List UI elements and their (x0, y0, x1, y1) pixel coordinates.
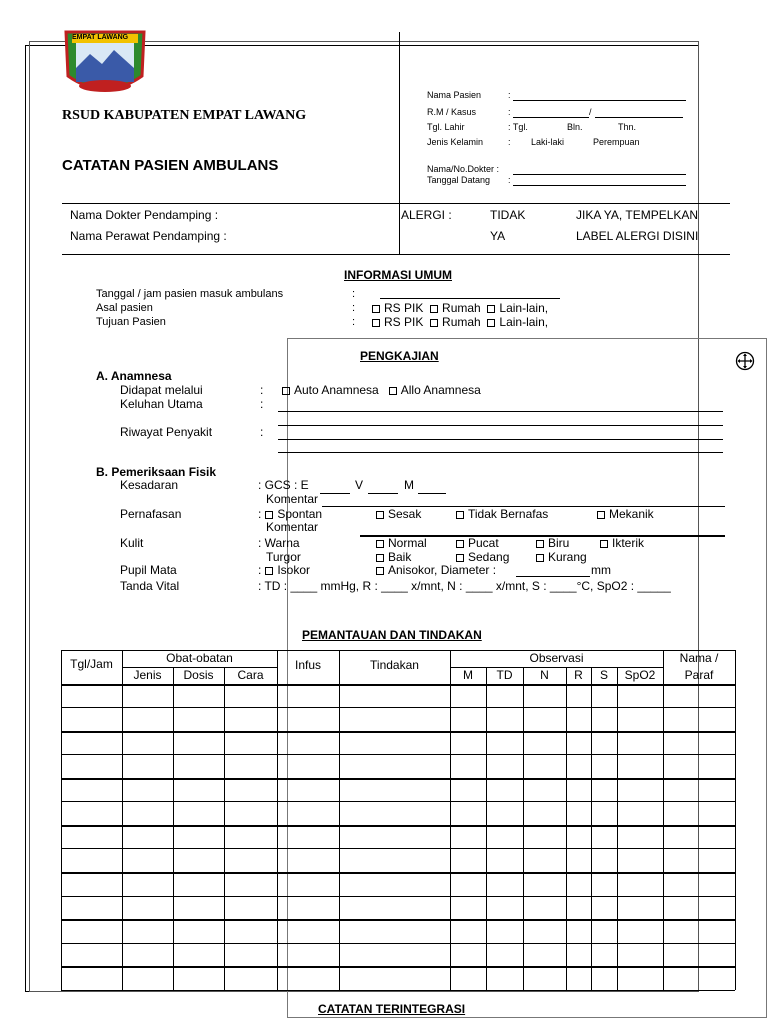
header-r: R (574, 668, 583, 682)
header-td: TD (496, 668, 513, 682)
label-dokter-pendamping: Nama Dokter Pendamping : (70, 208, 219, 222)
label-turgor: Turgor (266, 550, 301, 564)
option-biru-wrap (536, 536, 569, 550)
field-riwayat-1[interactable] (278, 425, 723, 426)
label-jenis-kelamin: Jenis Kelamin (427, 137, 484, 147)
table-rule (61, 801, 735, 802)
field-riwayat-3[interactable] (278, 452, 723, 453)
header-jenis: Jenis (133, 668, 162, 682)
field-riwayat-2[interactable] (278, 439, 723, 440)
label-rm-kasus: R.M / Kasus (427, 107, 477, 117)
table-rule (61, 943, 735, 944)
checkbox[interactable] (597, 511, 605, 519)
checkbox[interactable] (376, 540, 384, 548)
option-kurang-wrap (536, 550, 587, 564)
table-rule (61, 848, 735, 849)
table-column-rule (61, 650, 62, 990)
header-obat: Obat-obatan (166, 651, 233, 665)
header-nama: Nama / (679, 651, 719, 665)
option-biru: Biru (548, 536, 570, 550)
table-column-rule (735, 650, 736, 990)
checkbox[interactable] (456, 554, 464, 562)
option-sedang: Sedang (468, 550, 510, 564)
table-column-rule (617, 667, 618, 990)
header-infus: Infus (294, 658, 321, 672)
table-column-rule (663, 650, 664, 990)
option-mekanik-wrap (597, 507, 654, 521)
checkbox[interactable] (265, 567, 273, 575)
table-column-rule (173, 667, 174, 990)
table-column-rule (122, 650, 123, 990)
field-nama-pasien[interactable] (513, 100, 686, 101)
label-tanggal-jam: Tanggal / jam pasien masuk ambulans (96, 288, 284, 300)
checkbox[interactable] (282, 387, 290, 395)
table-column-rule (450, 650, 451, 990)
option-rumah: Rumah (442, 315, 481, 329)
section-catatan-terintegrasi: CATATAN TERINTEGRASI (318, 1002, 466, 1016)
move-crosshair-icon[interactable] (735, 351, 755, 371)
option-anisokor-wrap (376, 563, 496, 577)
section-informasi-umum: INFORMASI UMUM (344, 268, 452, 282)
colon: : (260, 383, 264, 397)
section-b-pemeriksaan: B. Pemeriksaan Fisik (96, 465, 217, 479)
field-keluhan-utama[interactable] (278, 411, 723, 412)
colon: : (260, 397, 264, 411)
didapat-options (282, 383, 481, 397)
checkbox[interactable] (376, 567, 384, 575)
table-column-rule (591, 667, 592, 990)
label-riwayat-penyakit: Riwayat Penyakit (120, 425, 213, 439)
checkbox[interactable] (430, 305, 438, 313)
checkbox[interactable] (456, 540, 464, 548)
header-tindakan: Tindakan (370, 658, 419, 672)
checkbox[interactable] (536, 540, 544, 548)
label-keluhan-utama: Keluhan Utama (120, 397, 203, 411)
checkbox[interactable] (536, 554, 544, 562)
label-tgl: : Tgl. (508, 122, 528, 132)
option-normal-wrap (376, 536, 427, 550)
slash: / (589, 107, 592, 117)
option-rs-pik: RS PIK (384, 301, 424, 315)
field-kasus[interactable] (595, 117, 683, 118)
field-tanggal-jam[interactable] (380, 298, 560, 299)
field-tanggal-datang[interactable] (513, 185, 686, 186)
field-nama-dokter[interactable] (513, 174, 686, 175)
option-kurang: Kurang (548, 550, 587, 564)
option-isokor: Isokor (277, 563, 311, 577)
option-tidak-bernafas-wrap (456, 507, 548, 521)
option-pucat-wrap (456, 536, 499, 550)
label-tgl-lahir: Tgl. Lahir (427, 122, 465, 132)
hospital-name: RSUD KABUPATEN EMPAT LAWANG (62, 108, 307, 123)
divider (62, 254, 730, 255)
header-n: N (540, 668, 549, 682)
option-perempuan[interactable]: Perempuan (593, 137, 640, 147)
option-spontan: Spontan (277, 507, 323, 521)
field-gcs-m[interactable] (418, 493, 446, 494)
checkbox[interactable] (376, 511, 384, 519)
checkbox[interactable] (265, 511, 273, 519)
colon: : (508, 175, 511, 185)
field-diameter[interactable] (516, 576, 590, 577)
table-rule (61, 707, 735, 708)
header-cara: Cara (237, 668, 264, 682)
option-pucat: Pucat (468, 536, 499, 550)
header-s: S (599, 668, 608, 682)
table-rule (61, 754, 735, 755)
option-alergi-ya[interactable]: YA (490, 229, 506, 243)
label-mm: mm (591, 563, 611, 577)
option-lain-lain: Lain-lain, (499, 301, 549, 315)
table-column-rule (566, 667, 567, 990)
form-title: CATATAN PASIEN AMBULANS (62, 157, 279, 174)
field-gcs-e[interactable] (320, 493, 350, 494)
table-column-rule (523, 667, 524, 990)
section-pemantauan: PEMANTAUAN DAN TINDAKAN (302, 628, 482, 642)
option-lain-lain: Lain-lain, (499, 315, 549, 329)
field-rm[interactable] (513, 117, 589, 118)
checkbox[interactable] (487, 319, 495, 327)
option-mekanik: Mekanik (609, 507, 654, 521)
checkbox[interactable] (430, 319, 438, 327)
tanda-vital-fields[interactable]: : TD : ____ mmHg, R : ____ x/mnt, N : ____ x/mnt, S : ____°C, SpO2 : _____ (258, 579, 671, 593)
checkbox[interactable] (456, 511, 464, 519)
option-rs-pik: RS PIK (384, 315, 424, 329)
colon: : (260, 425, 264, 439)
header-divider (399, 32, 400, 254)
pernafasan-options: : Spontan (258, 507, 323, 521)
option-anisokor: Anisokor, Diameter : (388, 563, 497, 577)
label-pupil-mata: Pupil Mata (120, 563, 177, 577)
asal-options (372, 301, 548, 315)
label-asal-pasien: Asal pasien (96, 302, 153, 314)
pupil-options: : Isokor (258, 563, 311, 577)
table-rule (61, 778, 735, 780)
checkbox[interactable] (372, 305, 380, 313)
header-m: M (463, 668, 473, 682)
checkbox[interactable] (372, 319, 380, 327)
option-auto-anamnesa: Auto Anamnesa (294, 383, 379, 397)
field-gcs-v[interactable] (368, 493, 398, 494)
colon: : (508, 107, 511, 117)
label-pernafasan: Pernafasan (120, 507, 182, 521)
colon: : (352, 316, 356, 328)
label-bln: Bln. (567, 122, 583, 132)
label-perawat-pendamping: Nama Perawat Pendamping : (70, 229, 227, 243)
checkbox[interactable] (389, 387, 397, 395)
alergi-note-1: JIKA YA, TEMPELKAN (576, 208, 699, 222)
logo-text: EMPAT LAWANG (72, 34, 129, 41)
section-pengkajian: PENGKAJIAN (360, 349, 439, 363)
divider (62, 203, 730, 204)
table-rule (61, 966, 735, 968)
header-paraf: Paraf (684, 668, 714, 682)
table-rule (61, 825, 735, 827)
label-tujuan-pasien: Tujuan Pasien (96, 316, 166, 328)
colon: : (352, 288, 356, 300)
option-ikterik: Ikterik (612, 536, 645, 550)
colon: : (352, 302, 356, 314)
label-thn: Thn. (618, 122, 637, 132)
table-rule (61, 919, 735, 921)
tujuan-options (372, 315, 548, 329)
label-komentar: Komentar (266, 492, 319, 506)
table-rule (61, 990, 735, 991)
label-didapat-melalui: Didapat melalui (120, 383, 203, 397)
alergi-note-2: LABEL ALERGI DISINI (576, 229, 699, 243)
table-rule (61, 896, 735, 897)
section-a-anamnesa: A. Anamnesa (96, 369, 172, 383)
option-normal: Normal (388, 536, 427, 550)
option-alergi-tidak[interactable]: TIDAK (490, 208, 526, 222)
table-column-rule (224, 667, 225, 990)
label-gcs-v: V (355, 478, 364, 492)
option-tidak-bernafas: Tidak Bernafas (468, 507, 549, 521)
table-rule (61, 731, 735, 733)
checkbox[interactable] (600, 540, 608, 548)
option-allo-anamnesa: Allo Anamnesa (400, 383, 481, 397)
label-warna: : Warna (258, 536, 300, 550)
table-column-rule (486, 667, 487, 990)
label-nama-pasien: Nama Pasien (427, 90, 482, 100)
checkbox[interactable] (376, 554, 384, 562)
option-baik: Baik (388, 550, 412, 564)
label-kesadaran: Kesadaran (120, 478, 179, 492)
option-laki-laki[interactable]: Laki-laki (531, 137, 565, 147)
label-tanda-vital: Tanda Vital (120, 579, 180, 593)
label-nama-dokter: Nama/No.Dokter : (427, 164, 500, 174)
header-spo2: SpO2 (624, 668, 656, 682)
option-sedang-wrap (456, 550, 509, 564)
label-tanggal-datang: Tanggal Datang (427, 175, 491, 185)
table-rule (61, 684, 735, 686)
label-alergi: ALERGI : (401, 208, 452, 222)
option-rumah: Rumah (442, 301, 481, 315)
label-gcs: : GCS : E (258, 478, 309, 492)
header-dosis: Dosis (183, 668, 214, 682)
option-sesak-wrap (376, 507, 421, 521)
label-komentar-2: Komentar (266, 520, 319, 534)
table-column-rule (339, 650, 340, 990)
label-gcs-m: M (404, 478, 414, 492)
option-ikterik-wrap (600, 536, 644, 550)
option-sesak: Sesak (388, 507, 422, 521)
table-column-rule (277, 650, 278, 990)
option-baik-wrap (376, 550, 411, 564)
label-kulit: Kulit (120, 536, 144, 550)
header-tgl-jam: Tgl/Jam (70, 657, 113, 671)
table-rule (61, 872, 735, 874)
colon: : (508, 137, 511, 147)
header-observasi: Observasi (529, 651, 584, 665)
colon: : (508, 90, 511, 100)
checkbox[interactable] (487, 305, 495, 313)
